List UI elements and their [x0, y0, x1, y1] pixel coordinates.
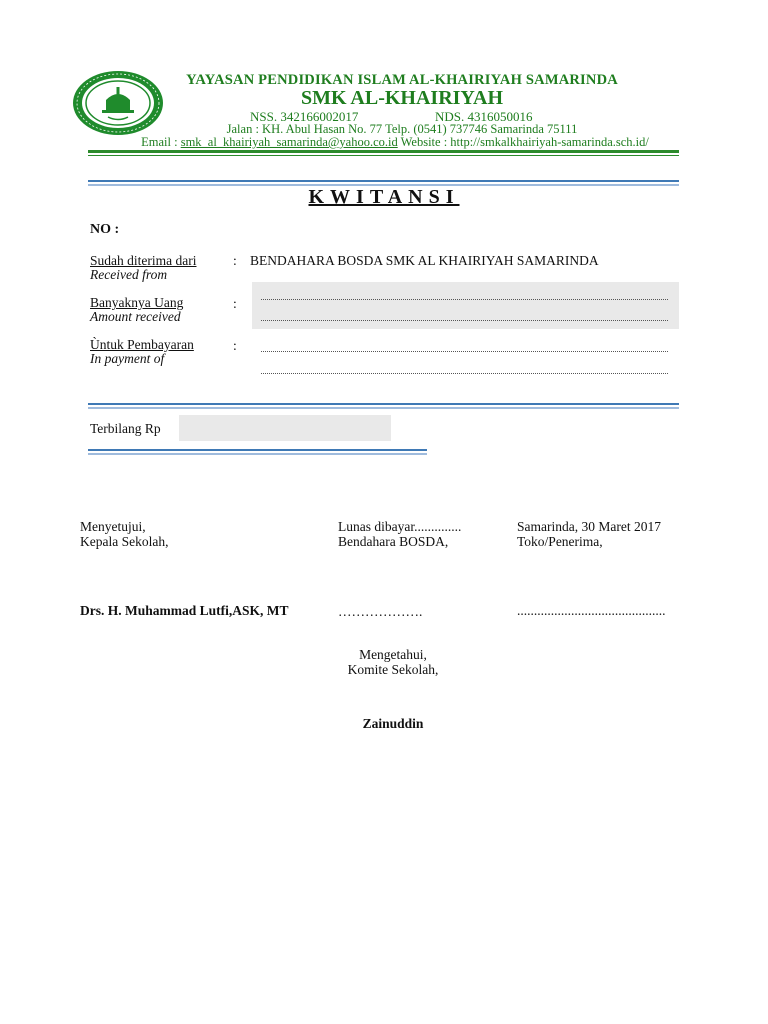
receiver-line: Toko/Penerima, [517, 534, 603, 549]
payment-dotted-line-2[interactable] [261, 373, 668, 374]
website-text: Website : http://smkalkhairiyah-samarinda.sch.id/ [397, 135, 649, 149]
payment-dotted-line-1[interactable] [261, 351, 668, 352]
receipt-date: Samarinda, 30 Maret 2017 [517, 519, 661, 534]
amount-dotted-line-2 [261, 320, 668, 321]
received-from-value: BENDAHARA BOSDA SMK AL KHAIRIYAH SAMARINDA [250, 253, 599, 268]
section-divider-light [88, 407, 679, 409]
amount-label-en: Amount received [90, 309, 181, 324]
nss-number: NSS. 342166002017 [250, 109, 359, 124]
treasurer-line-2: Bendahara BOSDA, [338, 534, 449, 549]
approval-block [80, 519, 168, 549]
treasurer-signature-line: ………………. [338, 604, 423, 619]
amount-field[interactable] [252, 282, 679, 329]
school-emblem-icon [72, 70, 164, 136]
payment-label [90, 338, 194, 366]
treasurer-line-1: Lunas dibayar.............. [338, 519, 462, 534]
section-divider [88, 403, 679, 405]
contact-line [100, 135, 690, 150]
received-from-label [90, 254, 196, 282]
header-divider-thin [88, 155, 679, 156]
foundation-name: YAYASAN PENDIDIKAN ISLAM AL-KHAIRIYAH SAMARINDA [186, 72, 618, 88]
committee-line-2: Komite Sekolah, [347, 662, 439, 677]
amount-colon: : [233, 296, 237, 311]
school-name: SMK AL-KHAIRIYAH [300, 87, 504, 109]
amount-label-id: Banyaknya Uang [90, 295, 184, 310]
approval-line-2: Kepala Sekolah, [80, 534, 169, 549]
receipt-title: KWITANSI [308, 186, 460, 208]
headmaster-name: Drs. H. Muhammad Lutfi,ASK, MT [80, 603, 289, 618]
school-address: Jalan : KH. Abul Hasan No. 77 Telp. (0541) 737746 Samarinda 75111 [226, 122, 578, 136]
payment-colon: : [233, 338, 237, 353]
header-divider-thick [88, 150, 679, 153]
terbilang-amount-field[interactable] [179, 415, 391, 441]
received-from-label-id: Sudah diterima dari [90, 253, 197, 268]
amount-label [90, 296, 183, 324]
payment-label-id: Ùntuk Pembayaran [90, 337, 194, 352]
receipt-number-label: NO : [90, 222, 120, 237]
terbilang-divider-light [88, 453, 427, 455]
terbilang-label: Terbilang Rp [90, 421, 161, 436]
receiver-block [517, 519, 661, 549]
receipt-top-border [88, 180, 679, 182]
committee-line-1: Mengetahui, [359, 647, 427, 662]
received-from-colon: : [233, 253, 237, 268]
treasurer-block [338, 519, 461, 549]
approval-line-1: Menyetujui, [80, 519, 146, 534]
payment-label-en: In payment of [90, 351, 165, 366]
received-from-label-en: Received from [90, 267, 168, 282]
receiver-signature-line: ............................................ [517, 603, 666, 618]
nds-number: NDS. 4316050016 [435, 109, 533, 124]
email-label: Email : [141, 135, 181, 149]
amount-dotted-line-1 [261, 299, 668, 300]
email-link[interactable]: smk_al_khairiyah_samarinda@yahoo.co.id [180, 135, 398, 149]
committee-name: Zainuddin [362, 716, 424, 731]
terbilang-divider [88, 449, 427, 451]
committee-block [338, 647, 448, 677]
